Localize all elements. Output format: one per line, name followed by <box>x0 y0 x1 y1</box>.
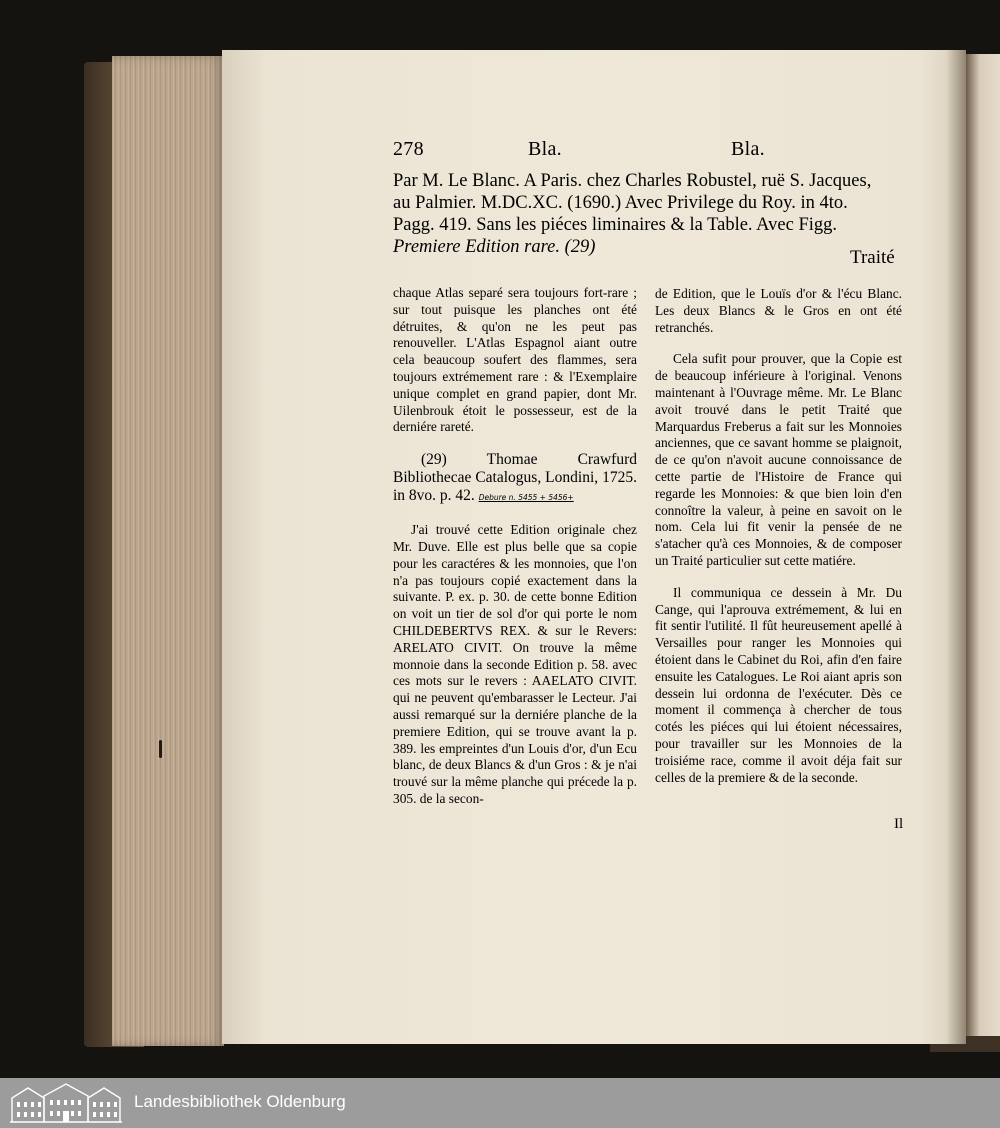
right-paragraph-3: Il communiqua ce dessein à Mr. Du Cange, qui l'aprouva extrémement, & lui en fit sentir l'utilité. Il fût heureusement apellé à Versailles pour ranger les Monnoies qui étoient dans le Cabinet du Roi, afin d'en faire ensuite les Catalogues. Le Roi aiant apris son dessein lui ordonna de l'exécuter. Dès ce moment il commença à chercher de tous cotés les piéces qui lui étoient nécessaires, pour travailler sur les Monnoies de la troisiéme race, comme il avoit déja fait sur celles de la premiere & de la seconde. <box>655 584 902 785</box>
right-paragraph-1: de Edition, que le Louïs d'or & l'écu Blanc. Les deux Blancs & le Gros en ont été retranchés. <box>655 286 902 335</box>
catchword-top: Traité <box>850 247 895 268</box>
entry-line-1: Par M. Le Blanc. A Paris. chez Charles Robustel, ruë S. Jacques, <box>393 171 872 191</box>
left-paragraph-1: chaque Atlas separé sera toujours fort-rare ; sur tout puisque les planches ont été détruites, & qu'on ne les peut pas renouveller. L'Atlas Espagnol aiant outre cela beaucoup soufert des flammes, sera toujours extrémement rare : & l'Exemplaire unique complet en grand papier, dont Mr. Uilenbrouk étoit le possesseur, est de la derniére rareté. <box>393 285 637 435</box>
page-edges <box>112 56 224 1046</box>
facing-page-edge <box>966 54 1000 1040</box>
library-building-logo-icon <box>8 1082 124 1124</box>
handwritten-annotation: Debure n. 5455 + 5456+ <box>478 493 574 503</box>
footnote-29 <box>393 451 637 507</box>
running-headword-left: Bla. <box>528 138 562 160</box>
entry-line-3: Pagg. 419. Sans les piéces liminaires & la Table. Avec Figg. <box>393 215 837 235</box>
right-paragraph-2: Cela sufit pour prouver, que la Copie est de beaucoup inférieure à l'original. Venons maintenant à l'Ouvrage même. Mr. Le Blanc avoit trouvé dans le petit Traité que Marquardus Freberus a fait sur les Monnoies anciennes, que ce savant homme se plaignoit, de ce qu'on n'avoit aucune connoissance de cette partie de l'Histoire de France qui regarde les Monnoies: & que bien loin d'en connoître la valeur, à peine en savoit on le nom. Cela lui fit venir la pensée de ne s'atacher qu'à ces Monnoies, & de composer un Traité particulier sut cette matiére. <box>655 351 902 568</box>
edge-mark <box>159 740 162 758</box>
right-column <box>655 286 902 801</box>
institution-name[interactable]: Landesbibliothek Oldenburg <box>134 1092 346 1111</box>
page-number: 278 <box>393 138 424 160</box>
footnote-text: (29) Thomae Crawfurd Bibliothecae Catalogus, Londini, 1725. in 8vo. p. 42. <box>393 451 637 505</box>
entry-line-2: au Palmier. M.DC.XC. (1690.) Avec Privilege du Roy. in 4to. <box>393 193 848 213</box>
footer-bar <box>0 1078 1000 1128</box>
gutter-shadow <box>946 50 966 1044</box>
left-paragraph-2: J'ai trouvé cette Edition originale chez Mr. Duve. Elle est plus belle que sa copie pour les caractéres & les monnoies, que l'on n'a pas toujours copié exactement dans la suivante. P. ex. p. 30. de cette bonne Edition on voit un tier de sol d'or qui porte le nom CHILDEBERTVS REX. & sur le Revers: ARELATO CIVIT. On trouve la même monnoie dans la seconde Edition p. 58. avec ces mots sur le revers : AAELATO CIVIT. qui ne peuvent qu'embarasser le Lecteur. J'ai aussi remarqué sur la derniére planche de la premiere Edition, qui se trouve avant la p. 389. les empreintes d'un Louis d'or, d'un Ecu blanc, de deux Blancs & d'un Gros : & je n'ai trouvé sur la même planche qui précede la p. 305. de la secon- <box>393 522 637 806</box>
catchword-bottom: Il <box>894 816 904 832</box>
bibliographic-entry <box>393 170 903 258</box>
entry-line-4: Premiere Edition rare. (29) <box>393 237 596 257</box>
left-column <box>393 285 637 823</box>
running-headword-right: Bla. <box>731 138 765 160</box>
